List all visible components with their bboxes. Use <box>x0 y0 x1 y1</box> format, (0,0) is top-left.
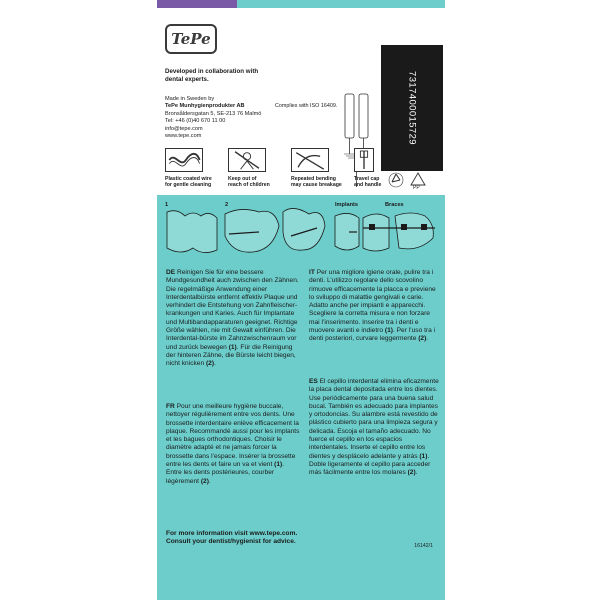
illustration-tag-2: 2 <box>225 202 229 208</box>
keep-out-of-reach-icon <box>228 148 266 172</box>
illustration-tag-implants: Implants <box>335 202 359 208</box>
web-line: www.tepe.com <box>165 133 202 140</box>
pp-label: PP <box>413 185 420 191</box>
barcode-number: 7317400015729 <box>406 71 418 145</box>
illustration-tag-braces: Braces <box>385 202 404 208</box>
footer-info <box>166 530 297 547</box>
instructions-de: DE Reinigen Sie für eine bessere Mundgesundheit auch zwischen den Zähnen. Die regelmäßige Anwendung einer Interdentalbürste entfernt effektiv Plaque und verhindert die Entstehung von Zahnfleischer-krankungen und Karies. Auch für Implantate und Multibandapparaturen geeignet. Richtige Größe wählen, nie mit Gewalt einführen. Die Interdental-bürste im Zahnzwischenraum vor und zurück bewegen (1). Für die Reinigung der hinteren Zähne, die Bürste leicht biegen, nicht knicken (2). <box>166 269 299 368</box>
logo-text: TePe <box>171 30 211 48</box>
teeth-illustration <box>163 202 439 258</box>
purple-accent-strip <box>157 0 237 8</box>
coated-wire-icon <box>165 148 203 172</box>
package-back-card <box>157 0 445 600</box>
company-name: TePe Munhygienprodukter AB <box>165 103 245 110</box>
email-line: info@tepe.com <box>165 125 203 132</box>
address-line: Bronsåldersgatan 5, SE-213 76 Malmö <box>165 110 262 117</box>
warning-icons-row <box>165 148 405 198</box>
warning-label-3: Repeated bending may cause breakage <box>291 176 342 189</box>
instructions-fr: FR Pour une meilleure hygiène buccale, nettoyer régulièrement entre vos dents. Une brossette interdentaire enlève efficacement la plaque. Recommandé aussi pour les implants et les bagues orthodontiques. Choisir le diamètre adapté et ne jamais forcer la brossette dans l’espace. Insérer la brossette entre les dents et faire un va et vient (1). Entre les dents postérieures, courber légèrement (2). <box>166 403 300 485</box>
instructions-panel <box>157 195 445 600</box>
warning-label-1: Plastic coated wire for gentle cleaning <box>165 176 212 189</box>
iso-compliance: Complies with ISO 16409. <box>275 103 338 109</box>
illustration-tag-1: 1 <box>165 202 169 208</box>
upper-info-panel <box>157 8 445 195</box>
instructions-es: ES El cepillo interdental elimina eficazmente la placa dental depositada entre los dientes. Use periódicamente para una buena salud bucal. También es adecuado para implantes y ortodoncias. Su alambre está revestido de plástico cubierto para una limpieza segura y delicada. Escoja el tamaño adecuado. No fuerce el cepillo en los espacios interdentales. Inserte el cepillo entre los dientes y desplácelo adelante y atrás (1). Doble ligeramente el cepillo para acceder más fácilmente entre los molares (2). <box>309 378 439 477</box>
tepe-logo <box>165 24 217 54</box>
usage-illustration <box>163 202 439 258</box>
pp-material-symbol <box>410 172 426 191</box>
footer-line-2: Consult your dentist/hygienist for advice. <box>166 538 296 546</box>
footer-line-1: For more information visit www.tepe.com. <box>166 530 298 537</box>
top-color-strip <box>157 0 445 8</box>
warning-label-4: Travel cap and handle <box>354 176 382 189</box>
instructions-it: IT Per una migliore igiene orale, pulire tra i denti. L’utilizzo regolare dello scovolino rimuove efficacemente la placca e previene lo sviluppo di malattie gengivali e carie. Adatto anche per impianti e apparecchi. Scegliere la corretta misura e non forzare mai l’inserimento. Inserire tra i denti e muovere avanti e indietro (1). Per l’uso tra i denti posteriori, curvare leggermente (2). <box>309 269 436 343</box>
travel-cap-icon <box>354 148 374 172</box>
no-bending-icon <box>291 148 329 172</box>
made-in-line: Made in Sweden by <box>165 96 215 102</box>
warning-label-2: Keep out of reach of children <box>228 176 270 189</box>
developed-statement: Developed in collaboration with dental experts. <box>165 68 259 83</box>
phone-line: Tel: +46 (0)40 670 11 00 <box>165 118 226 125</box>
product-code: 16142/1 <box>414 543 433 549</box>
